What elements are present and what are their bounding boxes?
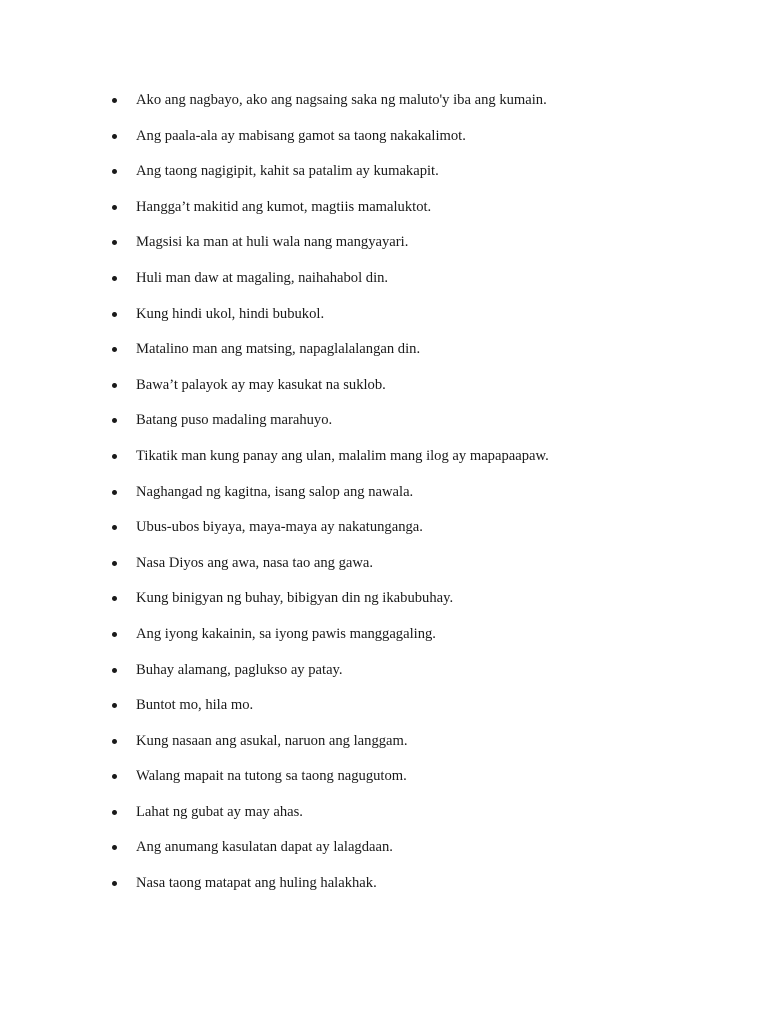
- proverb-text: Walang mapait na tutong sa taong nagugutom.: [136, 768, 407, 785]
- list-item: [108, 160, 728, 196]
- list-item: [108, 765, 728, 801]
- list-item: [108, 836, 728, 872]
- bullet-icon: [112, 134, 117, 139]
- proverb-text: Buntot mo, hila mo.: [136, 697, 254, 714]
- proverb-text: Ako ang nagbayo, ako ang nagsaing saka ng maluto'y iba ang kumain.: [136, 92, 547, 108]
- bullet-icon: [112, 490, 117, 495]
- list-item: [108, 694, 728, 730]
- proverb-text: Bawa’t palayok ay may kasukat na suklob.: [136, 376, 386, 393]
- bullet-icon: [112, 845, 117, 850]
- list-item: [108, 801, 728, 837]
- bullet-icon: [112, 632, 117, 637]
- bullet-icon: [112, 169, 117, 174]
- proverb-text: Buhay alamang, paglukso ay patay.: [136, 661, 343, 678]
- proverb-text: Kung binigyan ng buhay, bibigyan din ng ikabubuhay.: [136, 590, 454, 607]
- proverb-text: Naghangad ng kagitna, isang salop ang nawala.: [136, 483, 414, 500]
- bullet-icon: [112, 561, 117, 566]
- bullet-icon: [112, 703, 117, 708]
- list-item: [108, 231, 728, 267]
- proverb-text: Lahat ng gubat ay may ahas.: [136, 803, 303, 820]
- proverb-text: Ang iyong kakainin, sa iyong pawis manggagaling.: [136, 625, 436, 642]
- proverb-list: [108, 89, 728, 908]
- bullet-icon: [112, 739, 117, 744]
- list-item: [108, 872, 728, 908]
- list-item: [108, 196, 728, 232]
- proverb-text: Ubus-ubos biyaya, maya-maya ay nakatunganga.: [136, 519, 423, 536]
- list-item: [108, 587, 728, 623]
- bullet-icon: [112, 525, 117, 530]
- list-item: [108, 89, 728, 125]
- proverb-text: Kung hindi ukol, hindi bubukol.: [136, 305, 325, 322]
- proverb-text: Hangga’t makitid ang kumot, magtiis mamaluktot.: [136, 198, 432, 215]
- bullet-icon: [112, 312, 117, 317]
- bullet-icon: [112, 383, 117, 388]
- proverb-text: Nasa Diyos ang awa, nasa tao ang gawa.: [136, 554, 374, 571]
- proverb-text: Huli man daw at magaling, naihahabol din.: [136, 269, 389, 286]
- list-item: [108, 338, 728, 374]
- proverb-text: Ang paala-ala ay mabisang gamot sa taong nakakalimot.: [136, 127, 466, 144]
- list-item: [108, 730, 728, 766]
- bullet-icon: [112, 347, 117, 352]
- bullet-icon: [112, 276, 117, 281]
- list-item: [108, 623, 728, 659]
- bullet-icon: [112, 98, 117, 103]
- list-item: [108, 303, 728, 339]
- proverb-text: Ang taong nagigipit, kahit sa patalim ay kumakapit.: [136, 163, 439, 180]
- proverb-text: Matalino man ang matsing, napaglalalangan din.: [136, 341, 421, 358]
- proverb-text: Tikatik man kung panay ang ulan, malalim mang ilog ay mapapaapaw.: [136, 447, 549, 464]
- proverb-text: Batang puso madaling marahuyo.: [136, 412, 333, 429]
- proverb-text: Magsisi ka man at huli wala nang mangyayari.: [136, 234, 409, 251]
- list-item: [108, 374, 728, 410]
- list-item: [108, 481, 728, 517]
- bullet-icon: [112, 881, 117, 886]
- bullet-icon: [112, 418, 117, 423]
- bullet-icon: [112, 810, 117, 815]
- list-item: [108, 445, 728, 481]
- list-item: [108, 125, 728, 161]
- list-item: [108, 659, 728, 695]
- bullet-icon: [112, 668, 117, 673]
- bullet-icon: [112, 240, 117, 245]
- proverb-text: Kung nasaan ang asukal, naruon ang langgam.: [136, 732, 408, 749]
- bullet-icon: [112, 454, 117, 459]
- bullet-icon: [112, 596, 117, 601]
- list-item: [108, 552, 728, 588]
- bullet-icon: [112, 205, 117, 210]
- list-item: [108, 267, 728, 303]
- list-item: [108, 516, 728, 552]
- proverb-text: Ang anumang kasulatan dapat ay lalagdaan.: [136, 839, 393, 856]
- bullet-icon: [112, 774, 117, 779]
- list-item: [108, 409, 728, 445]
- proverb-text: Nasa taong matapat ang huling halakhak.: [136, 875, 377, 892]
